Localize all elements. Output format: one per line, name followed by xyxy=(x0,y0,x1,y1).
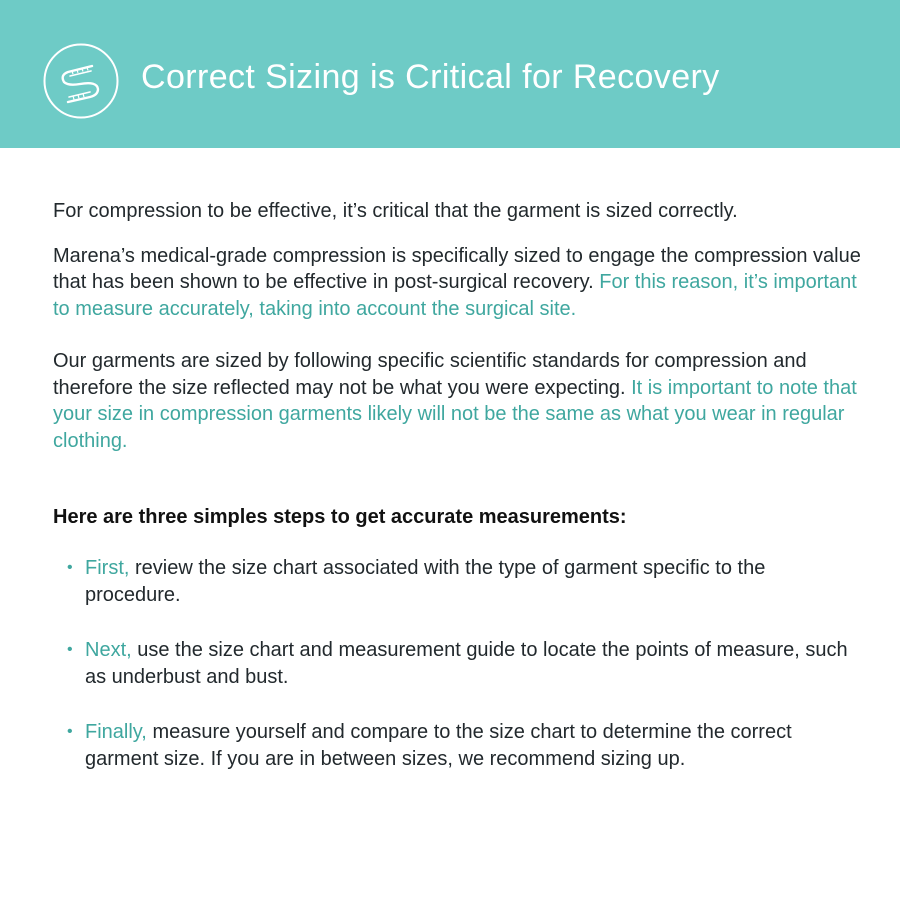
step-lead: Finally, xyxy=(85,721,147,743)
header-banner xyxy=(0,0,900,148)
sizing-paragraph-text: Marena’s medical-grade compression is specifically sized to engage the compression value that has been shown to be effective in post-surgical recovery. xyxy=(53,244,861,293)
bullet-icon: • xyxy=(67,641,73,658)
bullet-icon: • xyxy=(67,723,73,740)
step-next xyxy=(53,637,855,690)
page-title: Correct Sizing is Critical for Recovery xyxy=(141,58,720,96)
intro-paragraph: For compression to be effective, it’s critical that the garment is sized correctly. xyxy=(53,200,738,222)
standards-paragraph xyxy=(53,348,863,454)
sizing-paragraph xyxy=(53,243,863,323)
bullet-icon: • xyxy=(67,559,73,576)
step-text: review the size chart associated with the type of garment specific to the procedure. xyxy=(85,557,766,606)
sizing-paragraph-highlight: For this reason, it’s important to measure accurately, taking into account the surgical site. xyxy=(53,271,857,320)
standards-paragraph-highlight: It is important to note that your size in compression garments likely will not be the same as what you wear in regular clothing. xyxy=(53,376,857,452)
main-content xyxy=(53,198,863,801)
step-text: use the size chart and measurement guide to locate the points of measure, such as underbust and bust. xyxy=(85,639,848,688)
step-finally xyxy=(53,719,855,772)
measuring-tape-icon xyxy=(42,42,120,120)
steps-list xyxy=(53,555,863,772)
steps-heading: Here are three simples steps to get accurate measurements: xyxy=(53,506,627,528)
step-first xyxy=(53,555,855,608)
step-lead: Next, xyxy=(85,639,132,661)
step-text: measure yourself and compare to the size chart to determine the correct garment size. If you are in between sizes, we recommend sizing up. xyxy=(85,721,792,770)
standards-paragraph-text: Our garments are sized by following specific scientific standards for compression and therefore the size reflected may not be what you were expecting. xyxy=(53,350,807,399)
step-lead: First, xyxy=(85,557,130,579)
